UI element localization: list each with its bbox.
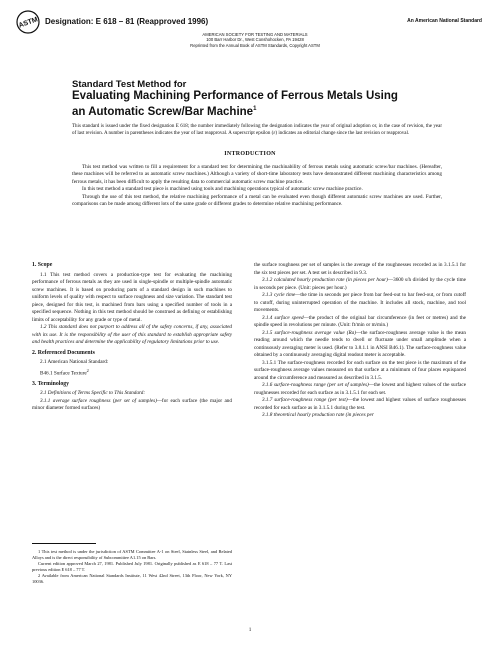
publisher-line: 100 Barr Harbor Dr., West Conshohocken, PA 19428 <box>206 37 304 43</box>
term-3-1-1: 3.1.1 average surface roughness (per set of samples)—for each surface (the major and minor diameter formed surfaces) <box>32 397 232 412</box>
scope-1-1: 1.1 This test method covers a production-type test for evaluating the machining performance of ferrous metals as they are used in single-spindle or multiple-spindle automatic screw machines. It is based on producing parts of a standard design in such machines to uniform levels of quality with respect to surface roughness and size variation. The standard test piece, designed for this test, is machined from bars using a specified number of tools in a specified sequence. Nothing in this test method should be construed as defining or establishing limits of acceptability for any grade or type of metal. <box>32 271 232 323</box>
national-standard-label: An American National Standard <box>407 18 482 24</box>
footnote-2: 2 Available from American National Standards Institute, 11 West 42nd Street, 13th Floor, New York, NY 10036. <box>32 573 232 585</box>
publisher-line: Reprinted from the Annual Book of ASTM Standards, Copyright ASTM <box>190 42 320 48</box>
section-heading-terminology: 3. Terminology <box>32 380 70 387</box>
astm-logo-icon <box>16 10 40 34</box>
term-3-1-2: 3.1.2 calculated hourly production rate (in pieces per hour)—3600 s/h divided by the cycle time in seconds per piece. (Unit: pieces per hour.) <box>254 277 466 291</box>
ref-b46: B46.1 Surface Texture$^2$ <box>40 367 89 377</box>
scope-1-2: 1.2 This standard does not purport to address all of the safety concerns, if any, associated with its use. It is the responsibility of the user of this standard to establish appropriate safety and health practices and determine the applicability of regulatory limitations prior to use. <box>32 324 232 345</box>
ref-2-1: 2.1 American National Standard: <box>40 359 109 365</box>
term-3-1: 3.1 Definitions of Terms Specific to This Standard: <box>40 390 146 397</box>
footnote-1-continued: Current edition approved March 27, 1981. Published July 1981. Originally published as E 618 – 77 T. Last previous edition E 618 – 77 T. <box>32 561 232 573</box>
title-footnote-mark: 1 <box>253 105 257 112</box>
footnote-1: 1 This test method is under the jurisdiction of ASTM Committee A-1 on Steel, Stainless Steel, and Related Alloys and is the direct responsibility of Subcommittee A1.15 on Bars. <box>32 549 232 561</box>
introduction-body <box>72 164 442 208</box>
title-line-2: Evaluating Machining Performance of Ferrous Metals Using <box>72 90 398 102</box>
intro-paragraph: In this test method a standard test piece is machined using tools and machining operations typical of automatic screw machine practice. <box>82 186 363 193</box>
term-3-1-3: 3.1.3 cycle time—the time in seconds per piece from bar feed-out to bar feed-out, or from cutoff to cutoff, during uninterrupted operation of the machine. It includes all stock, machine, and tool movements. <box>254 292 466 313</box>
footnotes <box>32 549 232 586</box>
term-continued: the surface roughness per set of samples is the average of the roughnesses recorded as in 3.1.5.1 for the six test pieces per set. A test set is described in 9.3. <box>254 262 466 276</box>
term-3-1-5-1: 3.1.5.1 The surface-roughness recorded for each surface on the test piece is the maximum of the surface-roughness average values measured on that surface at a minimum of four places equispaced around the circumference and measured as described in 3.1.5. <box>254 359 466 381</box>
title-line-1: Standard Test Method for <box>72 79 187 90</box>
term-3-1-8: 3.1.8 theoretical hourly production rate (in pieces per <box>262 412 374 418</box>
page-number: 1 <box>248 627 252 633</box>
left-column <box>32 262 232 413</box>
section-heading-references: 2. Referenced Documents <box>32 349 95 356</box>
title-line-3: an Automatic Screw/Bar Machine$^1$ <box>72 105 257 118</box>
footnote-divider <box>32 543 96 544</box>
publisher-line: AMERICAN SOCIETY FOR TESTING AND MATERIALS <box>202 32 308 37</box>
intro-paragraph: Through the use of this test method, the relative machining performance of a metal can be evaluated even though different automatic screw machines are used. Further, comparisons can be made among different lots of the same grade or different grades to determine relative machining performance. <box>72 193 442 208</box>
right-column <box>254 262 466 420</box>
section-heading-scope: 1. Scope <box>32 262 53 268</box>
term-3-1-4: 3.1.4 surface speed—the product of the original bar circumference (in feet or metres) and the spindle speed in revolutions per minute. (Unit: ft/min or m/min.) <box>254 314 466 328</box>
publisher-block <box>120 32 390 48</box>
svg-text:ASTM: ASTM <box>17 16 39 30</box>
designation: Designation: E 618 – 81 (Reapproved 1996) <box>45 17 209 26</box>
term-3-1-5: 3.1.5 surface-roughness average value (Ra)—the surface-roughness average value is the mean reading around which the needle tends to dwell or fluctuate under small amplitude when a continuously averaging meter is used. (Refer to 3.8.1.1 in ANSI B46.1). The surface-roughness value obtained by a continuously averaging digital readout meter is acceptable. <box>254 329 466 358</box>
intro-paragraph: This test method was written to fill a requirement for a standard test for determining the machinability of ferrous metals using automatic screw/bar machines. (Hereafter, these machines will be referred to as automatic screw machines.) Although a variety of short-time laboratory tests have demonstrated different machining characteristics among ferrous metals, it has been difficult to apply the resulting data to commercial automatic screw machine practice. <box>72 164 442 185</box>
document-title <box>72 79 442 118</box>
standard-notice: This standard is issued under the fixed designation E 618; the number immediately following the designation indicates the year of original adoption or, in the case of revision, the year of last revision. A number in parentheses indicates the year of last reapproval. A superscript epsilon (ε) indicates an editorial change since the last revision or reapproval. <box>72 124 442 136</box>
term-3-1-6: 3.1.6 surface-roughness range (per set of samples)—the lowest and highest values of the surface roughnesses recorded for each surface as in 3.1.5.1 for each set. <box>254 382 466 396</box>
introduction-heading: INTRODUCTION <box>224 151 276 157</box>
term-3-1-7: 3.1.7 surface-roughness range (per test)—the lowest and highest values of surface roughnesses recorded for each surface as in 3.1.5.1 during the test. <box>254 397 466 411</box>
